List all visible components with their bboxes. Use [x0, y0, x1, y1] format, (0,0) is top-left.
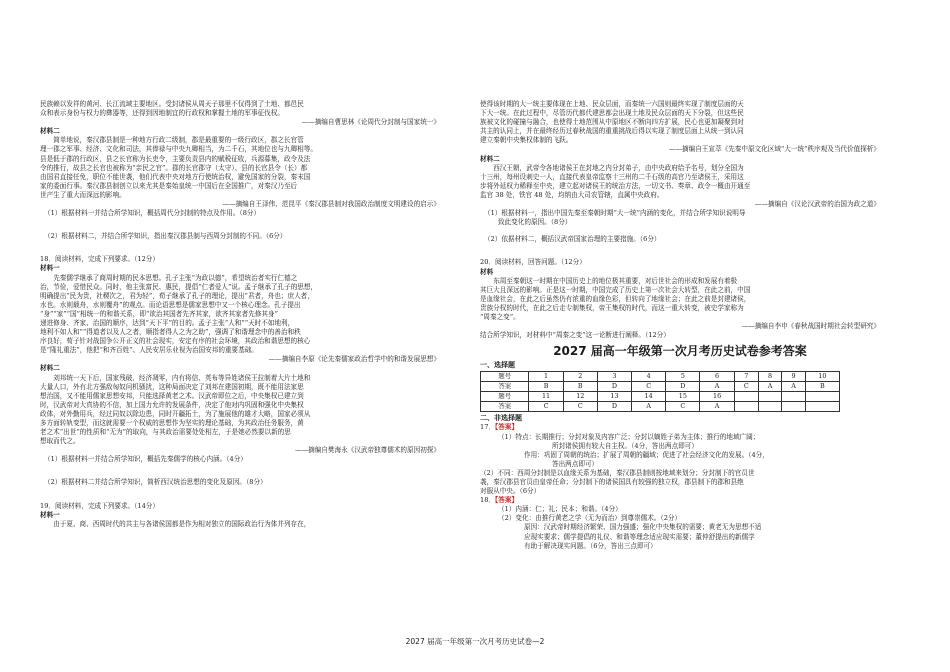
text-line: 大量人口，外有北方强敌匈奴问机骚扰，这种局面决定了刘邦在建国初期，既不能用法家思 — [40, 382, 304, 391]
text-line: 民族赖以发祥的黄河、长江流域主要地区。受封诸侯从周天子那里不仅得到了土地、都邑民 — [40, 100, 304, 108]
table-cell — [734, 401, 758, 411]
source-citation: ——摘编自李申《春秋战国时期社会转型研究》 — [741, 322, 880, 331]
material-text — [40, 136, 440, 200]
table-cell: C — [529, 401, 563, 411]
table-row — [481, 401, 840, 411]
source-citation: ——摘编自曹思林《论周代分封制与国家统一》 — [301, 118, 440, 127]
text-line: 监官 38 处，铁官 48 处，均纳由大司农管辖，直属中央政府。 — [480, 190, 664, 199]
text-line: 想治国，又不能用儒家思想安邦，只能选择黄老之术。汉武帝即位之后，中央集权已建立到 — [40, 391, 304, 400]
table-row — [481, 392, 840, 402]
material-text — [480, 164, 880, 200]
source-citation: ——摘编自王宣萃《先秦中原文化区域“大一统”秩序观及当代价值探析》 — [668, 145, 880, 154]
text-line: 多方面转轨变型，而这就需要一个权威的思想作为坚实的理论基础，为其政治任务服务，黄 — [40, 419, 304, 427]
answer-line: 作用：巩固了周朝的统治；扩展了周朝的疆域；促进了社会经济文化的发展。（4分， — [524, 450, 769, 459]
table-cell: 15 — [666, 392, 700, 402]
text-line: 水也。水则载舟，水则覆舟”的观点。而论语思想是儒家思想中又一个核心理念。孔子提出 — [40, 300, 301, 309]
right-column — [480, 100, 880, 551]
material-label: 材料二 — [40, 364, 60, 373]
question-19-1-cont: 致此变化的原因。（8分） — [498, 218, 572, 227]
answer-line: 原因：汉武帝时期经济繁荣、国力强盛；强化中央集权的需要；黄老无为思想不适 — [524, 523, 762, 532]
text-line: 世产生了重大而深远的影响。 — [40, 190, 126, 199]
answer-18-heading — [480, 496, 880, 505]
text-line: 是“隆礼重法”，他把“和齐百姓”、人民安居乐业视为治国安邦的重要基础。 — [40, 346, 258, 355]
table-cell: 8 — [758, 372, 781, 382]
answer-line: （1）内涵：仁；礼；民本；和谐。（4分） — [498, 505, 622, 514]
answer-17-heading — [480, 423, 880, 432]
text-line: 令的推行，故县之长官也被称为“亲民之官”。郡的长官郡守（太守）、县的长官县令（长）都 — [40, 163, 308, 172]
table-cell: 10 — [805, 372, 839, 382]
intro-text — [40, 100, 440, 118]
table-cell: 16 — [700, 392, 734, 402]
material-label: 材料一 — [40, 264, 60, 273]
text-line: “身”“家”“国”相统一的和谐关系，即“欲治其国者先齐其家，欲齐其家者先修其身” — [40, 309, 278, 318]
text-line: 地利不如人和”“得道者以及人之者，顺指者得人之为之助”，强调了和谐理念中的善治和秩 — [40, 328, 301, 337]
table-cell: 3 — [597, 372, 631, 382]
table-cell: D — [597, 382, 631, 392]
text-line: 由国君直接任免，职位不能世袭，他们代表中央对地方行使统治权，避免国家的分裂，秦末国 — [40, 172, 311, 181]
text-line: 其巨大且深远的影响。正是这一时期，中国完成了历史上第一次社会大转型，在此之前，中国 — [480, 285, 751, 294]
table-cell — [758, 401, 781, 411]
table-cell: D — [597, 401, 631, 411]
text-line: “周秦之变”。 — [480, 312, 520, 321]
answer-table — [480, 371, 840, 411]
table-cell: 13 — [597, 392, 631, 402]
section-heading: 二、非选择题 — [480, 413, 522, 422]
question-18-1: （1）根据材料一并结合所学知识，概括先秦儒学的核心内涵。（4分） — [44, 455, 247, 464]
answer-number: 17． — [480, 423, 495, 432]
text-line: 是血缘社会，在此之后虽然仍有浓重的血缘色彩，但转向了地缘社会；在此之前是封建诸侯， — [480, 294, 751, 303]
table-cell: A — [632, 401, 666, 411]
table-cell: B — [805, 382, 839, 392]
text-line: 理一郡之军事、经济、文化和司法，其俸禄与中央九卿相当，为二千石，其地位也与九卿相等。 — [40, 145, 317, 154]
text-line: 使得该时期的大一统主要体现在上地、民众层面，而秦统一六国则最终实现了制度层面的天 — [480, 100, 744, 108]
text-line: 想取而代之。 — [40, 437, 80, 446]
text-line: 建立秦朝中央集权体制的飞跃。 — [480, 136, 573, 145]
source-citation: ——摘编自《汉论汉武帝的治国为政之道》 — [754, 200, 880, 209]
material-text — [40, 274, 440, 356]
table-cell: D — [666, 382, 700, 392]
answer-line: 袭，秦汉郡县官员由皇帝任命；分封制下的诸侯国具有较强的独立权，郡县制下的郡和县绝 — [480, 477, 744, 486]
table-cell: 5 — [666, 372, 700, 382]
table-cell: 6 — [700, 372, 734, 382]
answer-line: 答出两点即可） — [552, 459, 599, 468]
table-cell: 2 — [563, 372, 597, 382]
text-line: 老之术“出世”的性质和“无为”的取向，与其政治需要处处相左，于是她必然要以新的思 — [40, 428, 291, 437]
text-line: 刘邦统一天下后，国家残破，经济凋零，内有将信、英布等异姓诸侯王拉制着大片土地和 — [53, 373, 311, 382]
text-line: 东周至秦朝这一时期在中国历史上的地位极其重要，对后世社会的形成和发展有着极 — [493, 276, 738, 285]
answer-line: （2）不同：西周分封制是以血缘关系为基础，秦汉郡县制则按地域来划分；分封制下的官员世 — [480, 468, 755, 477]
answer-line: （1）特点：长期推行；分封对象及内容广泛；分封以嫡姓子弟为主体；推行的地域广阔； — [498, 432, 760, 441]
answer-line: 有助于解决现实问题。（6分，答出三点即可） — [524, 541, 657, 550]
question-17-2: （2）根据材料二，并结合所学知识，指出秦汉郡县制与西周分封制的不同。（6分） — [44, 232, 287, 241]
text-line: 递进修身、齐家、治国的顺序，达到“天下平”的目的。孟子主张“人和”“天时不如地利， — [40, 318, 295, 327]
material-label: 材料一 — [40, 510, 60, 519]
answer-number: 18． — [480, 496, 495, 505]
text-line: 简单地说，秦汉郡县制是一种地方行政二级制，郡是最重要的一级行政区，郡之长官管 — [53, 136, 304, 145]
source-citation: ——摘编自王泽伟、范昆平《秦汉郡县制对我国政治制度文明建设的启示》 — [222, 200, 440, 209]
table-cell: A — [700, 401, 734, 411]
table-cell — [782, 401, 805, 411]
table-cell: C — [734, 382, 758, 392]
text-line: 贵族分权的时代，在此之后走专制集权，帝王集权的时代，而这一重大转变，被史学家称为 — [480, 303, 744, 312]
text-line: 序良好，荀子针对战国争公开正义的社会现实，安定有序的社会环境，其政治和谐思想的核心 — [40, 337, 311, 346]
material-text — [480, 277, 880, 322]
table-cell: C — [563, 401, 597, 411]
table-cell: B — [529, 382, 563, 392]
table-cell: 9 — [782, 372, 805, 382]
table-cell: 题号 — [481, 372, 529, 382]
text-line: 先秦儒学继承了商周时期的民本思想。孔子主张“为政以德”，希望统治者实行仁德之 — [53, 273, 298, 282]
table-cell: 14 — [632, 392, 666, 402]
text-line: 下大一统。在此过程中，尽管历代都代建思都会出现土地及民众层面的天下分裂，但这些民 — [480, 109, 744, 118]
text-line: 政体，对外勤用兵，经过同奴以除边患，同时开疆拓土，为了施展他的雄才大略，国家必须从 — [40, 409, 311, 418]
text-line: 族被文化的碰撞与融合，也使得土地范围从中原地区不断向四方扩展，民心也更加凝聚到对 — [480, 118, 744, 127]
answer-tag: 【答案】 — [494, 423, 519, 432]
section-heading: 一、选择题 — [480, 360, 515, 369]
question-17-1: （1）根据材料一并结合所学知识，概括周代分封制的特点及作用。（8分） — [44, 209, 261, 218]
table-cell — [782, 392, 805, 402]
material-text — [40, 374, 440, 447]
table-cell: A — [700, 382, 734, 392]
table-cell — [734, 392, 758, 402]
question-20-heading: 20．阅读材料，回答问题。（12分） — [480, 258, 586, 267]
text-line: 家的委面行事。秦汉郡县制创立以来尤其是秦始皇统一中国后在全国推广，对秦汉乃至后 — [40, 181, 298, 190]
text-line: 县是低于郡的行政区，县之长官称为长吏令，主要负责县内的赋税征收，兵源募集，政令及法 — [40, 154, 311, 163]
text-line: 步将外延权力稀释至中央，建立起对诸侯王的统治方法，一切文书、奏章、政令一概由开通至 — [480, 181, 751, 190]
material-text — [480, 100, 880, 145]
table-cell: 题号 — [481, 392, 529, 402]
table-cell: 7 — [734, 372, 758, 382]
text-line: 众和表示身份与权力的彝器等，还得到因地制宜的行政权和掌握土地的军事征伐权。 — [40, 109, 284, 118]
table-cell: C — [632, 382, 666, 392]
table-row — [481, 382, 840, 392]
text-line: 共主的认同上，并在最终经历过春秋战国的重重挑战后得以实现了制度层面上从统一到认同 — [480, 127, 744, 136]
table-cell: 4 — [632, 372, 666, 382]
table-cell: B — [563, 382, 597, 392]
answer-tag: 【答案】 — [494, 496, 519, 505]
table-cell: 答案 — [481, 382, 529, 392]
source-citation: ——摘编自李原《论先秦儒家政治哲学中的和谐发展思想》 — [268, 355, 440, 364]
table-cell — [805, 401, 839, 411]
table-cell: 答案 — [481, 401, 529, 411]
left-column — [40, 100, 440, 529]
material-label: 材料二 — [40, 127, 60, 136]
source-citation: ——摘编自樊海永《汉武帝独尊儒术的原因初探》 — [294, 446, 440, 455]
text-line: 治，节俭，爱惜民众。同时，他主张富民、惠民，提倡“仁者爱人”说。孟子继承了孔子的思想， — [40, 282, 318, 291]
question-19-heading: 19．阅读材料，完成下列要求。（14分） — [40, 501, 159, 510]
table-cell: A — [782, 382, 805, 392]
answer-line: 应现实要求；儒学提倡的礼仪、和谐等理念适应现实需要；董仲舒提出的新儒学 — [524, 532, 755, 541]
answer-line: 对服从中央。（6分） — [480, 487, 541, 496]
material-label: 材料 — [480, 267, 494, 276]
table-cell: 12 — [563, 392, 597, 402]
question-19-2: （2）依据材料二，概括汉武帝国家治理的主要措施。（6分） — [484, 235, 661, 244]
page-footer: 2027 届高一年级第一次月考历史试卷—2 — [405, 637, 545, 646]
question-19-1: （1）根据材料一，指出中国先秦至秦朝时期“大一统”内涵的变化，并结合所学知识说明导 — [484, 209, 746, 218]
question-18-heading: 18．阅读材料，完成下列要求。（12分） — [40, 255, 159, 264]
text-line: 由于夏、商、西周时代的共主与各诸侯国都是作为相对独立的国际政治行为体并列存在， — [53, 519, 311, 528]
text-line: 西汉王朝，武帝令各地诸侯王在封地之内分封弟子，由中央政府给予名号，划分全国为 — [493, 163, 744, 172]
table-cell: 11 — [529, 392, 563, 402]
table-cell — [805, 392, 839, 402]
table-row — [481, 372, 840, 382]
question-18-2: （2）根据材料二并结合所学知识，简析西汉统治思想的变化及原因。（8分） — [44, 478, 267, 487]
table-cell: 1 — [529, 372, 563, 382]
table-cell: A — [758, 382, 781, 392]
question-20-task: 结合所学知识，对材料中“周秦之变”这一论断进行阐释。（12分） — [480, 331, 670, 340]
answer-key-title: 2027 届高一年级第一次月考历史试卷参考答案 — [553, 344, 807, 359]
table-cell: C — [666, 401, 700, 411]
answer-line: 所封诸侯拥有较大自主权。（4分，答出两点即可） — [552, 441, 698, 450]
material-label: 材料二 — [480, 154, 500, 163]
text-line: 明确提出“民为贵，社稷次之，君为轻”，荀子继承了孔子的理论，提出“君者，舟也；庶人者， — [40, 291, 314, 300]
text-line: 时，汉武帝对大真协的不信，加上国力允许的发展条件，决定了他对内巩固和强化中央集权 — [40, 400, 304, 409]
answer-line: （2）变化：由推行黄老之学（无为而治）到尊崇儒术。（2分） — [498, 514, 682, 523]
table-cell — [758, 392, 781, 402]
text-line: 十三州，每州设刺史一人，直接代表皇帝监察十三州的二千石级的高官乃至诸侯王，采用这 — [480, 172, 744, 181]
